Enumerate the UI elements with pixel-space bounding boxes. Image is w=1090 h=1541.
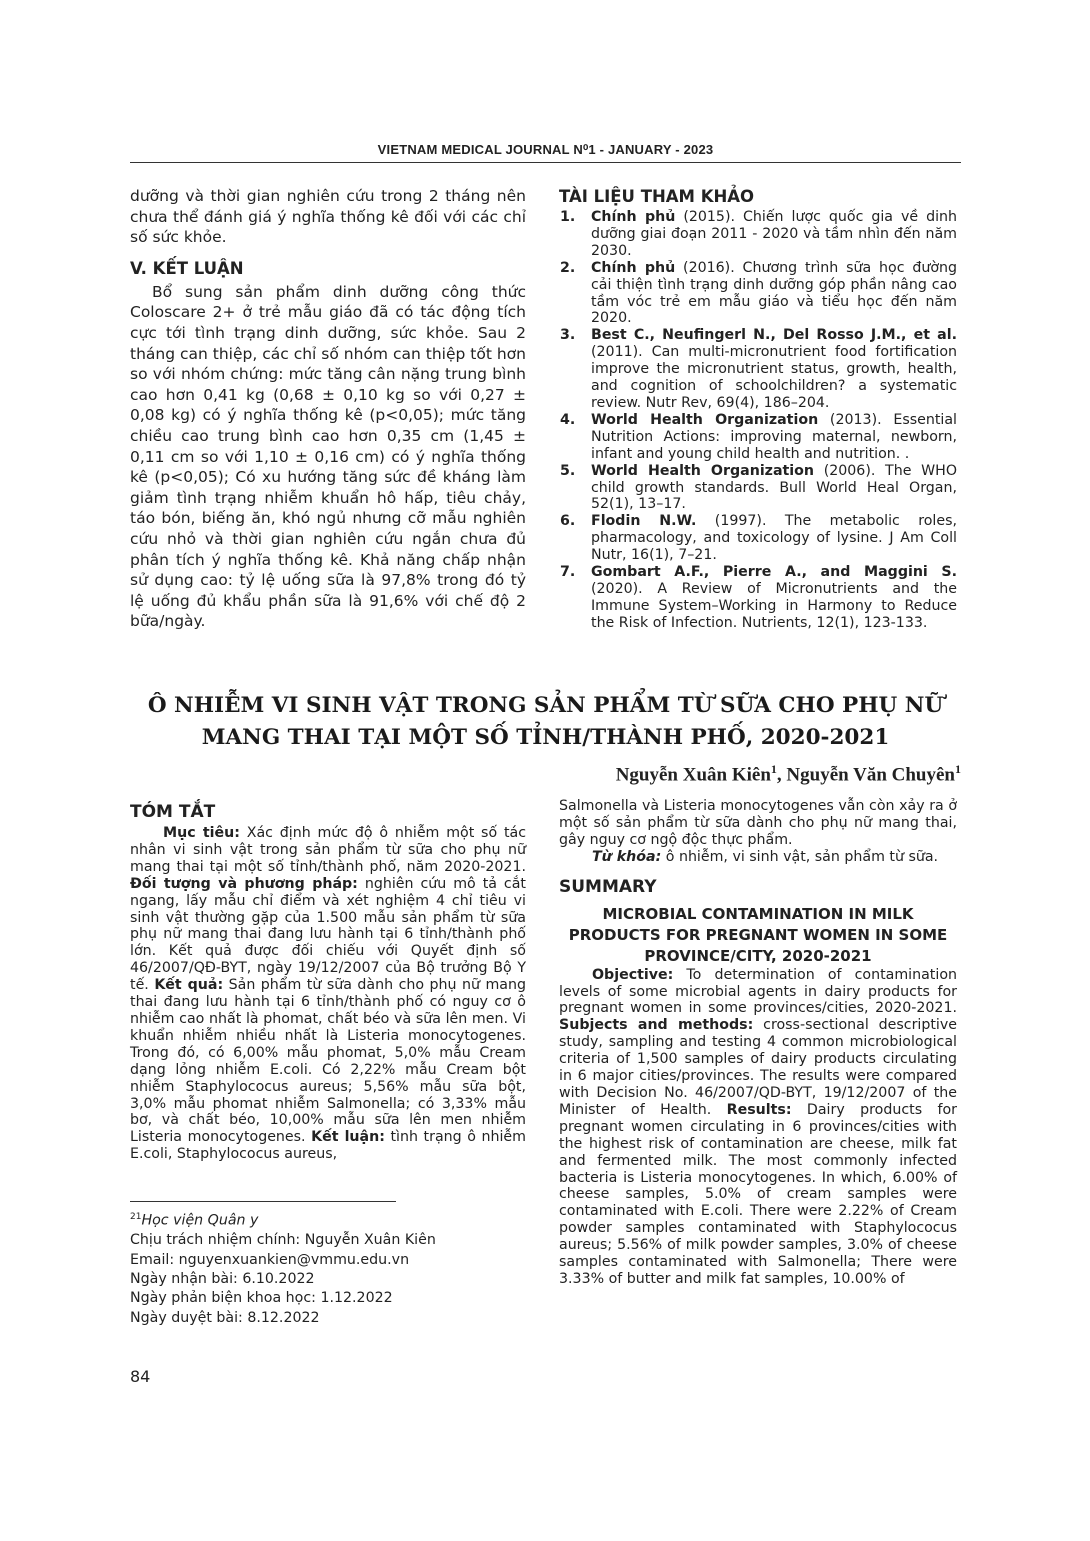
abstract-heading: TÓM TẮT [130,802,216,822]
reference-item [559,412,957,463]
keywords [559,849,957,866]
en-objective-label: Objective: [592,966,674,983]
email: Email: nguyenxuankien@vmmu.edu.vn [130,1251,410,1268]
methods-label: Đối tượng và phương pháp: [130,875,358,892]
conclusion-heading: V. KẾT LUẬN [130,258,244,278]
reference-text: (2006). The WHO child growth standards. Bull World Heal Organ, 52(1), 13–17. [591,462,957,513]
abstract-left-column [130,800,526,1163]
affiliation [130,1208,510,1231]
abstract-continued: Salmonella và Listeria monocytogenes vẫn còn xảy ra ở một số sản phẩm từ sữa dành cho phụ nữ mang thai, gây nguy cơ ngộ độc thực phẩm. [559,798,957,848]
responsible-author: Chịu trách nhiệm chính: Nguyễn Xuân Kiên [130,1232,436,1249]
reference-number: 3. [560,327,576,344]
reference-text: (2016). Chương trình sữa học đường cải thiện tình trạng dinh dưỡng góp phần nâng cao tầm vóc trẻ em mẫu giáo và tiểu học đến năm 2020. [591,259,958,327]
footnote [130,1208,510,1328]
footnote-divider [130,1201,396,1202]
reference-author: Flodin N.W. [591,513,697,530]
reference-text: (2013). Essential Nutrition Actions: improving maternal, newborn, infant and young child health and nutrition. . [591,411,957,462]
author-1-affiliation: 1 [770,762,777,776]
reference-number: 6. [560,513,576,530]
abstract-conclusion-text: tình trạng ô nhiễm E.coli, Staphylococus aureus, [130,1129,526,1163]
page-number: 84 [130,1367,151,1386]
keywords-label: Từ khóa: [592,848,662,865]
header-divider [130,162,961,163]
author-2-affiliation: 1 [955,762,961,776]
abstract-right-column [559,798,957,1288]
summary-title: MICROBIAL CONTAMINATION IN MILK PRODUCTS FOR PREGNANT WOMEN IN SOME PROVINCE/CITY, 2020-2021 [568,904,948,965]
en-objective-text: To determination of contamination levels of some microbial agents in dairy products for pregnant women in some provinces/cities, 2020-2021. [559,966,957,1017]
prev-article-left-column [130,186,526,632]
paper-title [130,690,961,754]
reference-author: Best C., Neufingerl N., Del Rosso J.M., et al. [591,327,957,344]
reference-item [559,513,957,564]
reference-item [559,463,957,514]
paper-title-line-1: Ô NHIỄM VI SINH VẬT TRONG SẢN PHẨM TỪ SỮA CHO PHỤ NỮ [147,693,944,718]
accepted-date: Ngày duyệt bài: 8.12.2022 [130,1309,320,1326]
affiliation-name: Học viện Quân y [141,1212,259,1229]
reference-number: 7. [560,564,576,581]
en-methods-label: Subjects and methods: [559,1017,754,1034]
continued-paragraph: dưỡng và thời gian nghiên cứu trong 2 tháng nên chưa thể đánh giá ý nghĩa thống kê đối với các chỉ số sức khỏe. [130,187,526,247]
reference-item [559,260,957,328]
reference-author: Chính phủ [591,209,676,225]
conclusion-text: Bổ sung sản phẩm dinh dưỡng công thức Coloscare 2+ ở trẻ mẫu giáo đã có tác động tích cực tới tình trạng dinh dưỡng, sức khỏe. Sau 2 tháng can thiệp, các chỉ số nhóm can thiệp tốt hơn so với nhóm chứng: mức tăng cân nặng trung bình cao hơn 0,41 kg (0,68 ± 0,10 kg so với 0,27 ± 0,08 kg) có ý nghĩa thống kê (p<0,05); mức tăng chiều cao trung bình cao hơn 0,35 cm (1,45 ± 0,11 cm so với 1,10 ± 0,16 cm) có ý nghĩa thống kê (p<0,05); Có xu hướng tăng sức đề kháng làm giảm tình trạng nhiễm khuẩn hô hấp, tiêu chảy, táo bón, biếng ăn, khó ngủ nhưng cỡ mẫu nghiên cứu nhỏ và thời gian nghiên cứu ngắn chưa đủ phân tích ý nghĩa thống kê. Khả năng chấp nhận sử dụng cao: tỷ lệ uống sữa là 97,8% trong đó tỷ lệ uống đủ khẩu phần sữa là 91,6% với chế độ 2 bữa/ngày. [130,282,526,631]
en-results-text: Dairy products for pregnant women circulating in 6 provinces/cities with the highest risk of contamination are cheese, milk fat and fermented milk. The most commonly infected bacteria is Listeria monocytogenes. In which, 6.00% of cheese samples, 5.0% of cream samples were contaminated with E.coli. There were 2.22% of Cream powder samples contaminated with Staphylococus aureus; 5.56% of milk powder samples, 3.0% of cheese samples contaminated with Salmonella; There were 3.33% of butter and milk fat samples, 10.00% of [559,1101,957,1287]
paper-title-line-2: MANG THAI TẠI MỘT SỐ TỈNH/THÀNH PHỐ, 2020-2021 [201,725,890,750]
summary-body [559,967,957,1288]
affiliation-marker: 21 [130,1212,142,1222]
reference-author: World Health Organization [591,462,815,479]
abstract-body [130,825,526,1163]
reference-number: 1. [560,209,576,225]
reference-text: (2020). A Review of Micronutrients and the Immune System–Working in Harmony to Reduce the Risk of Infection. Nutrients, 12(1), 123-133. [591,580,957,631]
references-heading: TÀI LIỆU THAM KHẢO [559,187,755,206]
conclusion-label: Kết luận: [311,1129,385,1146]
received-date: Ngày nhận bài: 6.10.2022 [130,1270,315,1287]
reference-number: 2. [560,259,576,276]
reference-item [559,564,957,632]
reference-text: (1997). The metabolic roles, pharmacology, and toxicology of lysine. J Am Coll Nutr, 16(1), 7–21. [591,513,957,564]
review-date: Ngày phản biện khoa học: 1.12.2022 [130,1290,393,1307]
reference-item [559,327,957,412]
reference-text: (2015). Chiến lược quốc gia về dinh dưỡng giai đoạn 2011 - 2020 và tầm nhìn đến năm 2030. [591,209,958,259]
results-label: Kết quả: [154,977,224,994]
objective-text: Xác định mức độ ô nhiễm một số tác nhân vi sinh vật trong sản phẩm từ sữa cho phụ nữ mang thai tại một số tỉnh/thành phố, năm 2020-2021. [130,825,527,875]
summary-heading: SUMMARY [559,876,657,897]
reference-number: 4. [560,411,576,428]
author-1: Nguyễn Xuân Kiên [615,764,771,786]
author-line [520,762,961,786]
prev-article-right-column [559,186,957,632]
objective-label: Mục tiêu: [163,825,240,841]
results-text: Sản phẩm từ sữa dành cho phụ nữ mang thai đang lưu hành tại 6 tỉnh/thành phố có nguy cơ ô nhiễm cao nhất là phomat, chất béo và sữa lên men. Vi khuẩn nhiễm nhiều nhất là Listeria monocytogenes. Trong đó, có 6,00% mẫu phomat, 5,0% mẫu Cream dạng lỏng nhiễm E.coli. Có 2,22% mẫu Cream bột nhiễm Staphylococus aureus; 5,56% mẫu sữa bột, 3,0% mẫu phomat nhiễm Salmonella; có 3,33% mẫu bơ, và chất béo, 10,00% mẫu sữa lên men nhiễm Listeria monocytogenes. [130,977,527,1146]
reference-list [559,209,957,632]
author-2: Nguyễn Văn Chuyên [786,764,955,786]
reference-item [559,209,957,260]
reference-text: (2011). Can multi-micronutrient food fortification improve the micronutrient status, growth, health, and cognition of schoolchildren? a systematic review. Nutr Rev, 69(4), 186–204. [591,344,957,411]
reference-author: World Health Organization [591,411,819,428]
en-methods-text: cross-sectional descriptive study, sampling and testing 4 common microbiological criteria of 1,500 samples of dairy products circulating in 6 major cities/provinces. The results were compared with Decision No. 46/2007/QD-BYT, 19/12/2007 of the Minister of Health. [559,1017,957,1118]
reference-author: Gombart A.F., Pierre A., and Maggini S. [591,564,957,581]
en-results-label: Results: [726,1101,792,1118]
methods-text: nghiên cứu mô tả cắt ngang, lấy mẫu chỉ điểm và xét nghiệm 4 chỉ tiêu vi sinh vật thường gặp của 1.500 mẫu sản phẩm từ sữa phụ nữ mang thai đang lưu hành tại 6 tỉnh/thành phố lớn. Kết quả được đối chiếu với Quyết định số 46/2007/QĐ-BYT, ngày 19/12/2007 của Bộ trưởng Bộ Y tế. [130,875,526,994]
running-header: VIETNAM MEDICAL JOURNAL N⁰1 - JANUARY - 2023 [377,142,714,157]
author-separator: , [776,764,787,786]
reference-author: Chính phủ [591,259,676,276]
keywords-text: ô nhiễm, vi sinh vật, sản phẩm từ sữa. [661,848,939,865]
reference-number: 5. [560,462,576,479]
